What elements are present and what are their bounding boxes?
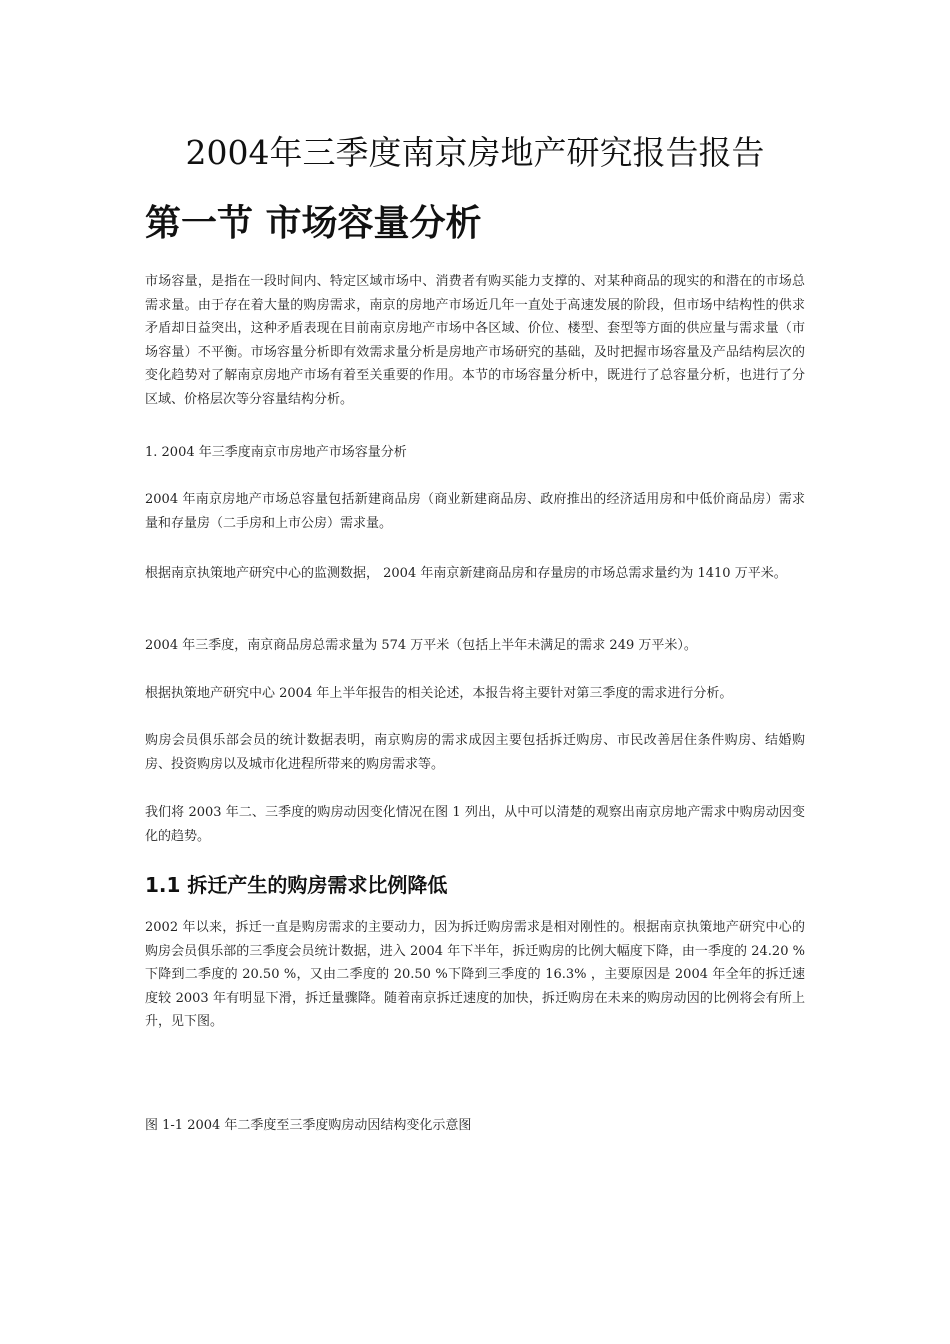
paragraph-q3-demand: 2004 年三季度，南京商品房总需求量为 574 万平米（包括上半年未满足的需求 249 万平米）。 bbox=[145, 638, 697, 653]
section-title: 第一节 市场容量分析 bbox=[145, 203, 482, 244]
paragraph-monitoring-data: 根据南京执策地产研究中心的监测数据， 2004 年南京新建商品房和存量房的市场总需求量约为 1410 万平米。 bbox=[145, 566, 787, 581]
paragraph-demand-causes: 购房会员俱乐部会员的统计数据表明，南京购房的需求成因主要包括拆迁购房、市民改善居住条件购房、结婚购房、投资购房以及城市化进程所带来的购房需求等。 bbox=[145, 733, 805, 772]
paragraph-market-capacity-definition: 市场容量，是指在一段时间内、特定区域市场中、消费者有购买能力支撑的、对某种商品的现实的和潜在的市场总需求量。由于存在着大量的购房需求，南京的房地产市场近几年一直处于高速发展的阶段，但市场中结构性的供求矛盾却日益突出，这种矛盾表现在目前南京房地产市场中各区域、价位、楼型、套型等方面的供应量与需求量（市场容量）不平衡。市场容量分析即有效需求量分析是房地产市场研究的基础，及时把握市场容量及产品结构层次的变化趋势对了解南京房地产市场有着至关重要的作用。本节的市场容量分析中，既进行了总容量分析，也进行了分区域、价格层次等分容量结构分析。 bbox=[145, 274, 805, 407]
paragraph-heading-q3-capacity: 1. 2004 年三季度南京市房地产市场容量分析 bbox=[145, 445, 407, 460]
figure-caption: 图 1-1 2004 年二季度至三季度购房动因结构变化示意图 bbox=[145, 1118, 472, 1133]
paragraph-figure-intro: 我们将 2003 年二、三季度的购房动因变化情况在图 1 列出，从中可以清楚的观察出南京房地产需求中购房动因变化的趋势。 bbox=[145, 805, 805, 844]
paragraph-report-focus: 根据执策地产研究中心 2004 年上半年报告的相关论述，本报告将主要针对第三季度的需求进行分析。 bbox=[145, 686, 733, 701]
paragraph-total-capacity: 2004 年南京房地产市场总容量包括新建商品房（商业新建商品房、政府推出的经济适用房和中低价商品房）需求量和存量房（二手房和上市公房）需求量。 bbox=[145, 492, 805, 531]
subsection-heading: 1.1 拆迁产生的购房需求比例降低 bbox=[145, 873, 448, 897]
document-title: 2004年三季度南京房地产研究报告报告 bbox=[185, 133, 765, 172]
paragraph-demolition-demand: 2002 年以来，拆迁一直是购房需求的主要动力，因为拆迁购房需求是相对刚性的。根据南京执策地产研究中心的购房会员俱乐部的三季度会员统计数据，进入 2004 年下半年，拆迁购房的比例大幅度下降，由一季度的 24.20 %下降到二季度的 20.50 %，又由二季度的 20.50 %下降到三季度的 16.3% ，主要原因是 2004 年全年的拆迁速度较 2003 年有明显下滑，拆迁量骤降。随着南京拆迁速度的加快，拆迁购房在未来的购房动因的比例将会有所上升，见下图。 bbox=[145, 920, 805, 1029]
